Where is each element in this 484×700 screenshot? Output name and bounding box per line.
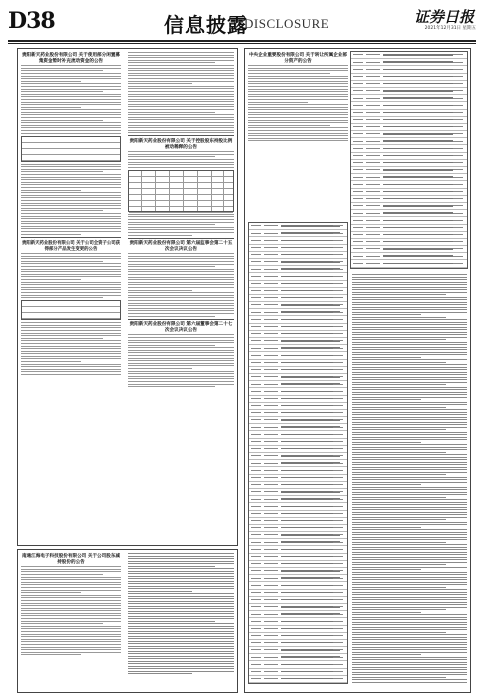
announcement-7-text	[352, 274, 467, 684]
table-row	[249, 374, 347, 381]
table-row	[249, 633, 347, 640]
announcement-title: 贵阳新天药业股份有限公司 关于使用部分闲置募集资金暂时补充流动资金的公告	[21, 53, 121, 64]
table-row	[351, 95, 467, 102]
announcement-7	[248, 52, 348, 143]
table-row	[249, 496, 347, 503]
table-row	[249, 396, 347, 403]
table-row	[249, 611, 347, 618]
table-row	[249, 525, 347, 532]
table-row	[249, 546, 347, 553]
table-row	[351, 268, 467, 269]
table-row	[249, 338, 347, 345]
table-row	[249, 626, 347, 633]
table-row	[249, 424, 347, 431]
table-row	[249, 561, 347, 568]
table-row	[249, 597, 347, 604]
table-row	[249, 539, 347, 546]
table-row	[351, 88, 467, 95]
table-row	[351, 181, 467, 188]
table-row	[249, 439, 347, 446]
table-row	[249, 568, 347, 575]
table-row	[249, 676, 347, 683]
table-row	[249, 381, 347, 388]
table-row	[249, 223, 347, 230]
table-row	[249, 273, 347, 280]
table-row	[249, 446, 347, 453]
table-row	[249, 237, 347, 244]
page-number: D38	[8, 8, 55, 34]
table-row	[351, 210, 467, 217]
table-row	[351, 110, 467, 117]
table-row	[351, 102, 467, 109]
table-row	[351, 81, 467, 88]
table-row	[351, 253, 467, 260]
table-row	[351, 124, 467, 131]
table-row	[351, 239, 467, 246]
table-row	[249, 669, 347, 676]
masthead-rule-thin	[8, 43, 476, 44]
shareholding-table	[128, 170, 234, 212]
table-row	[249, 518, 347, 525]
data-table	[21, 136, 121, 162]
table-row	[249, 590, 347, 597]
table-row	[249, 360, 347, 367]
table-row	[249, 295, 347, 302]
table-row	[249, 683, 347, 684]
table-row	[249, 324, 347, 331]
table-row	[249, 331, 347, 338]
announcement-body	[21, 65, 121, 133]
table-row	[351, 174, 467, 181]
table-row	[249, 618, 347, 625]
left-column	[17, 48, 238, 546]
table-row	[249, 367, 347, 374]
dateline: 2021年12月31日 星期五	[424, 26, 476, 31]
table-row	[249, 288, 347, 295]
table-row	[249, 245, 347, 252]
asset-list-table-lower	[248, 222, 348, 684]
announcement-title: 贵阳新天药业股份有限公司 关于公司全资子公司获得部分产品发生变更的公告	[21, 241, 121, 252]
table-row	[249, 259, 347, 266]
table-row	[351, 117, 467, 124]
table-row	[249, 582, 347, 589]
table-row	[249, 431, 347, 438]
table-row	[351, 145, 467, 152]
announcement-1	[21, 52, 121, 377]
table-row	[351, 217, 467, 224]
table-row	[351, 131, 467, 138]
table-row	[249, 640, 347, 647]
table-row	[249, 316, 347, 323]
table-row	[249, 302, 347, 309]
table-row	[351, 225, 467, 232]
table-row	[351, 246, 467, 253]
table-row	[249, 460, 347, 467]
table-row	[249, 388, 347, 395]
table-row	[351, 232, 467, 239]
table-row	[249, 661, 347, 668]
table-row	[249, 475, 347, 482]
table-row	[351, 260, 467, 267]
table-row	[249, 489, 347, 496]
announcement-title: 中央企业重要股份有限公司 关于转让所属企业部分资产的公告	[248, 53, 348, 64]
table-row	[249, 309, 347, 316]
table-row	[249, 345, 347, 352]
table-row	[249, 410, 347, 417]
announcement-2	[128, 52, 234, 389]
table-row	[351, 196, 467, 203]
table-row	[351, 160, 467, 167]
left-bottom-column	[17, 549, 238, 693]
masthead	[8, 6, 476, 40]
asset-list-table-upper	[350, 51, 468, 269]
table-row	[351, 52, 467, 59]
table-row	[351, 138, 467, 145]
table-row	[249, 453, 347, 460]
table-row	[249, 647, 347, 654]
table-row	[351, 167, 467, 174]
announcement-title: 贵阳新天药业股份有限公司 关于控股股东持股比例被动稀释的公告	[129, 139, 233, 150]
masthead-rule	[8, 40, 476, 42]
table-row	[249, 554, 347, 561]
announcement-title: 贵阳新天药业股份有限公司 第六届监事会第二十五次会议决议公告	[129, 241, 233, 252]
table-row	[249, 654, 347, 661]
newspaper-logo: 证券日报	[413, 8, 474, 26]
announcement-title: 贵阳新天药业股份有限公司 第六届董事会第二十七次会议决议公告	[129, 322, 233, 333]
table-row	[249, 266, 347, 273]
table-row	[249, 532, 347, 539]
table-row	[249, 467, 347, 474]
section-title-en: DISCLOSURE	[244, 16, 330, 31]
table-row	[249, 230, 347, 237]
table-row	[351, 153, 467, 160]
table-row	[351, 66, 467, 73]
table-row	[249, 511, 347, 518]
announcement-title: 南通江海电子科技股份有限公司 关于公司股东减持股份的公告	[21, 554, 121, 565]
announcement-6-continued	[128, 553, 234, 689]
table-row	[249, 482, 347, 489]
table-row	[351, 203, 467, 210]
table-row	[249, 281, 347, 288]
section-title: 信息披露	[164, 13, 248, 37]
table-row	[249, 575, 347, 582]
table-row	[249, 604, 347, 611]
table-row	[249, 503, 347, 510]
table-row	[249, 252, 347, 259]
table-row	[249, 352, 347, 359]
table-row	[249, 403, 347, 410]
table-row	[249, 417, 347, 424]
table-row	[351, 189, 467, 196]
table-row	[351, 59, 467, 66]
announcement-6	[21, 553, 121, 657]
table-row	[351, 74, 467, 81]
